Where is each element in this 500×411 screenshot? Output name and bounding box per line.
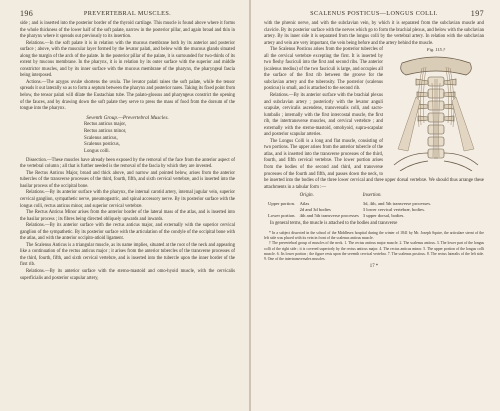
paragraph: The Rectus Anticus Minor arises from the anterior border of the lateral mass of the atlas, and is inserted into the basilar process ; its fibres being directed obliquely upwards and inwards.: [20, 210, 235, 222]
paragraph: Relations.—By its anterior surface with the pharynx, the internal carotid artery, internal jugular vein, superior cervical ganglion, sympathetic nerve, pneumogastric, and spinal accessory nerve. By its posterior surface with the longus colli, rectus anticus minor, and superior cervical vertebræ.: [20, 190, 235, 209]
footnotes: [264, 231, 484, 262]
running-head-title: SCALENUS POSTICUS—LONGUS COLLI.: [310, 10, 438, 17]
running-head: [20, 9, 235, 21]
paragraph: Actions.—The azygos uvulæ shortens the uvula. The levator palati raises the soft palate, while the tensor spreads it out laterally so as to form a septum between the pharynx and posterior nares. Taking its fixed point from below, the tensor palati will dilate the Eustachian tube. The palato-glossus and pharyngeus constrict the opening of the fauces, and by drawing down the soft palate they serve to press the mass of food from the dorsum of the tongue into the pharynx.: [20, 79, 235, 112]
running-head: [264, 9, 484, 21]
paragraph: Relations.—In the soft palate it is in relation with the mucous membrane both by its anterior and posterior surface ; above, with the muscular layer formed by the levator palati, and below with the mucous glands situated along the margin of the arch of the palate. In the posterior pillar of the palate, it is surrounded for two-thirds of its extent by mucous membrane. In the pharynx, it is in relation by its outer surface with the superior and middle constrictor muscles, and by its inner surface with the mucous membrane of the pharynx, the pharyngeal fascia being interposed.: [20, 40, 235, 79]
paragraph: Relations.—By its anterior surface with the brachial plexus and subclavian artery ; posteriorly with the levator anguli scapulæ, cervicalis ascendens, transversalis colli, and sacro-lumbalis ; internally with the first intercostal muscle, the first rib, the intertransverse muscles, and cervical vertebræ ; and externally with the sterno-mastoid, omohyoid, supra-scapular and posterior scapular arteries.: [264, 93, 383, 138]
page-number: 197: [470, 9, 484, 18]
footnote: † The prevertebral group of muscles of the neck. 1. The rectus anticus major muscle. 2. The scalenus anticus. 3. The lower part of the longus colli of the right side ; it is covered superiorly by the rectus anticus major. 4. The rectus anticus minor. 5. The upper portion of the longus colli muscle. 6. Its lower portion ; the figure rests upon the seventh cervical vertebra. 7. The scalenus posticus. 8. The rectus lateralis of the left side. 9. One of the intertransversales muscles.: [264, 241, 484, 261]
table-cell-insertion: 3 upper dorsal, bodies.: [362, 213, 405, 219]
table-cell-origin: 4th and 5th transverse processes: [299, 213, 359, 219]
paragraph: In general terms, the muscle is attached to the bodies and transverse: [270, 221, 398, 227]
paragraph: Relations.—By its anterior surface with the sterno-mastoid and omo-hyoid muscle, with the cervicalis superficialis and posterior scapular artery,: [20, 269, 235, 281]
paragraph: Dissection.—These muscles have already been exposed by the removal of the face from the anterior aspect of the vertebral column ; all that is further needed is the removal of the fascia by which they are invested.: [20, 157, 235, 170]
paragraph: The Scalenus Anticus is a triangular muscle, as its name implies, situated at the root of the neck and appearing like a continuation of the rectus anticus major ; it arises from the anterior tubercles of the transverse processes of the third, fourth, fifth, and sixth cervical vertebræ, and is inserted into the tubercle upon the inner border of the first rib.: [20, 242, 235, 268]
paragraph: The Longus Colli is a long and flat muscle, consisting of two portions. The upper arises from the anterior tubercle of the atlas, and is inserted into the transverse processes of the third, fourth, and fifth cervical vertebræ. The lower portion arises from the bodies of the second and third, and transverse processes of the fourth and fifth, and passes down the neck, to be inserted into the bodies of the three lower cervical and three upper dorsal vertebræ. We should thus arrange these attachments in a tabular form :—: [264, 138, 484, 190]
paragraph: Relations.—By its anterior surface with the rectus anticus major, and externally with the superior cervical ganglion of the sympathetic. By its posterior surface with the articulation of the condyle of the occipital bone with the atlas, and with the anterior occipito-atloid ligament.: [20, 223, 235, 242]
footnote: * In a subject dissected in the school of the Middlesex hospital during the winter of 1841 by Mr. Joseph Squire, the articulare sterni of the left side was placed with its vein in front of the scalenus anticus muscle.: [264, 230, 484, 241]
page-number: 196: [20, 9, 34, 18]
attachments-table: [266, 193, 433, 219]
column-header-insertion: Insertion.: [362, 193, 382, 199]
table-row: [266, 213, 433, 219]
table-cell-portion: Lower portion.: [268, 213, 296, 219]
list-item: Rectus anticus major,: [84, 122, 127, 128]
figure-label: Fig. 115.†: [426, 47, 446, 53]
paragraph: The Scalenus Posticus arises from the posterior tubercles of all the cervical vertebræ excepting the first. It is inserted by two fleshy fasciculi into the first and second ribs. The anterior (scalenus medius) of the two fasciculi is large, and occupies all the surface of the first rib between the groove for the subclavian artery and the tuberosity. The posterior (scalenus posticus) is small, and is attached to the second rib.: [264, 47, 383, 92]
running-head-title: PREVERTEBRAL MUSCLES.: [83, 10, 172, 17]
right-page: [251, 0, 500, 411]
signature-mark: 17 *: [369, 264, 379, 270]
list-item: Scalenus posticus,: [84, 142, 120, 148]
prevertebral-muscles-illustration: [388, 53, 484, 171]
table-cell-origin: Atlas: [299, 200, 310, 206]
left-page: [0, 0, 249, 411]
muscle-list: [84, 122, 235, 156]
anatomical-figure: [388, 47, 484, 171]
table-cell-insertion: 3 lower cervical vertebræ, bodies.: [362, 206, 426, 212]
list-item: Scalenus anticus,: [84, 135, 118, 141]
column-header-origin: Origin.: [299, 193, 314, 199]
table-cell-origin: 2d and 3d bodies: [299, 206, 331, 212]
list-item: Rectus anticus minor,: [84, 128, 127, 134]
paragraph: with the phrenic nerve, and with the subclavian vein, by which it is separated from the subclavian muscle and clavicle. By its posterior surface with the nerves which go to form the brachial plexus, and below with the subclavian artery. By its inner side it is separated from the longus colli by the vertebral artery. In relation with the subclavian artery and vein are very important, the vein being before and the artery behind the muscle.: [264, 21, 484, 46]
group-heading: Seventh Group.—Prevertebral Muscles.: [86, 114, 169, 121]
list-item: Longus colli.: [84, 149, 110, 155]
paragraph: side ; and is inserted into the posterior border of the thyroid cartilage. This muscle is found above where it forms the whole thickness of the lower half of the soft palate, narrow in the posterior pillar, and again broad and thin in the pharynx where it spreads out previously to its insertion.: [20, 21, 235, 40]
paragraph: The Rectus Anticus Major, broad and thick above, and narrow and pointed below, arises from the anterior tubercles of the transverse processes of the third, fourth, fifth, and sixth cervical vertebræ, and is inserted into the basilar process of the occipital bone.: [20, 170, 235, 189]
right-body: [264, 21, 484, 271]
table-cell-insertion: 3d, 4th, and 5th transverse processes.: [362, 200, 432, 206]
table-cell-portion: Upper portion.: [268, 200, 296, 206]
left-body: [20, 21, 235, 282]
table-header-row: [266, 193, 433, 200]
